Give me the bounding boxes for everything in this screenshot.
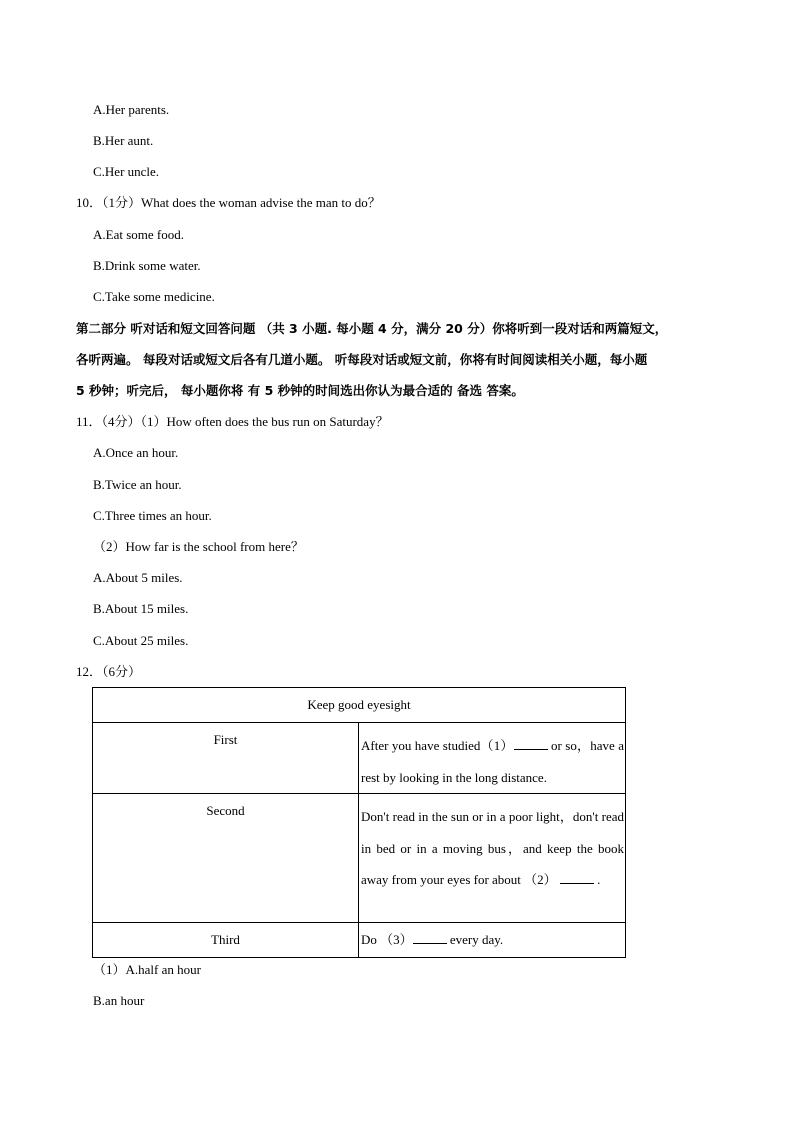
row-text-first-b: or so，have a rest by looking in the long distance.: [361, 738, 624, 785]
q11-2-option-b: B.About 15 miles.: [93, 601, 189, 616]
table-row: [93, 723, 626, 794]
q10-stem: 10．（1分）What does the woman advise the man to do？: [76, 195, 381, 210]
q10-option-c: C.Take some medicine.: [93, 289, 215, 304]
blank-1: [514, 737, 548, 750]
row-text-third: [359, 923, 626, 958]
q10-option-b: B.Drink some water.: [93, 258, 201, 273]
row-label-third: Third: [93, 923, 359, 958]
q11-2-option-c: C.About 25 miles.: [93, 633, 189, 648]
row-text-first-a: After you have studied（1）: [361, 738, 514, 753]
row-label-first: First: [93, 723, 359, 794]
row-label-second: Second: [93, 794, 359, 923]
q11-1-option-c: C.Three times an hour.: [93, 508, 212, 523]
row-text-first: [359, 723, 626, 794]
table-row: [93, 794, 626, 923]
q9-option-a: A.Her parents.: [93, 102, 170, 117]
row-text-second-a: Don't read in the sun or in a poor light，don't read in bed or in a moving bus，and keep the book away from your eyes for about （2）: [361, 809, 624, 887]
q12-stem: 12．（6分）: [76, 664, 142, 679]
blank-3: [413, 931, 447, 944]
row-text-second: [359, 794, 626, 923]
q9-option-b: B.Her aunt.: [93, 133, 154, 148]
row-text-third-a: Do （3）: [361, 932, 413, 947]
q11-1-option-b: B.Twice an hour.: [93, 477, 182, 492]
row-text-second-b: .: [593, 872, 601, 887]
table-row: [93, 923, 626, 958]
eyesight-table: [92, 687, 626, 958]
row-text-third-b: every day.: [446, 932, 504, 947]
q12-1-option-a: （1）A.half an hour: [93, 962, 201, 977]
table-title: Keep good eyesight: [93, 688, 626, 723]
q11-1-option-a: A.Once an hour.: [93, 445, 179, 460]
q10-option-a: A.Eat some food.: [93, 227, 184, 242]
part2-instructions-line3: 5 秒钟；听完后， 每小题你将 有 5 秒钟的时间选出你认为最合适的 备选 答案。: [76, 383, 524, 398]
q9-option-c: C.Her uncle.: [93, 164, 160, 179]
q12-1-option-b: B.an hour: [93, 993, 145, 1008]
q11-2-option-a: A.About 5 miles.: [93, 570, 183, 585]
q11-2-stem: （2）How far is the school from here？: [93, 539, 304, 554]
q11-stem: 11．（4分）（1）How often does the bus run on Saturday？: [76, 414, 389, 429]
part2-instructions-line2: 各听两遍。 每段对话或短文后各有几道小题。 听每段对话或短文前，你将有时间阅读相关小题，每小题: [76, 352, 648, 367]
part2-instructions-line1: 第二部分 听对话和短文回答问题 （共 3 小题. 每小题 4 分，满分 20 分）你将听到一段对话和两篇短文，: [76, 321, 668, 336]
blank-2: [560, 871, 594, 884]
